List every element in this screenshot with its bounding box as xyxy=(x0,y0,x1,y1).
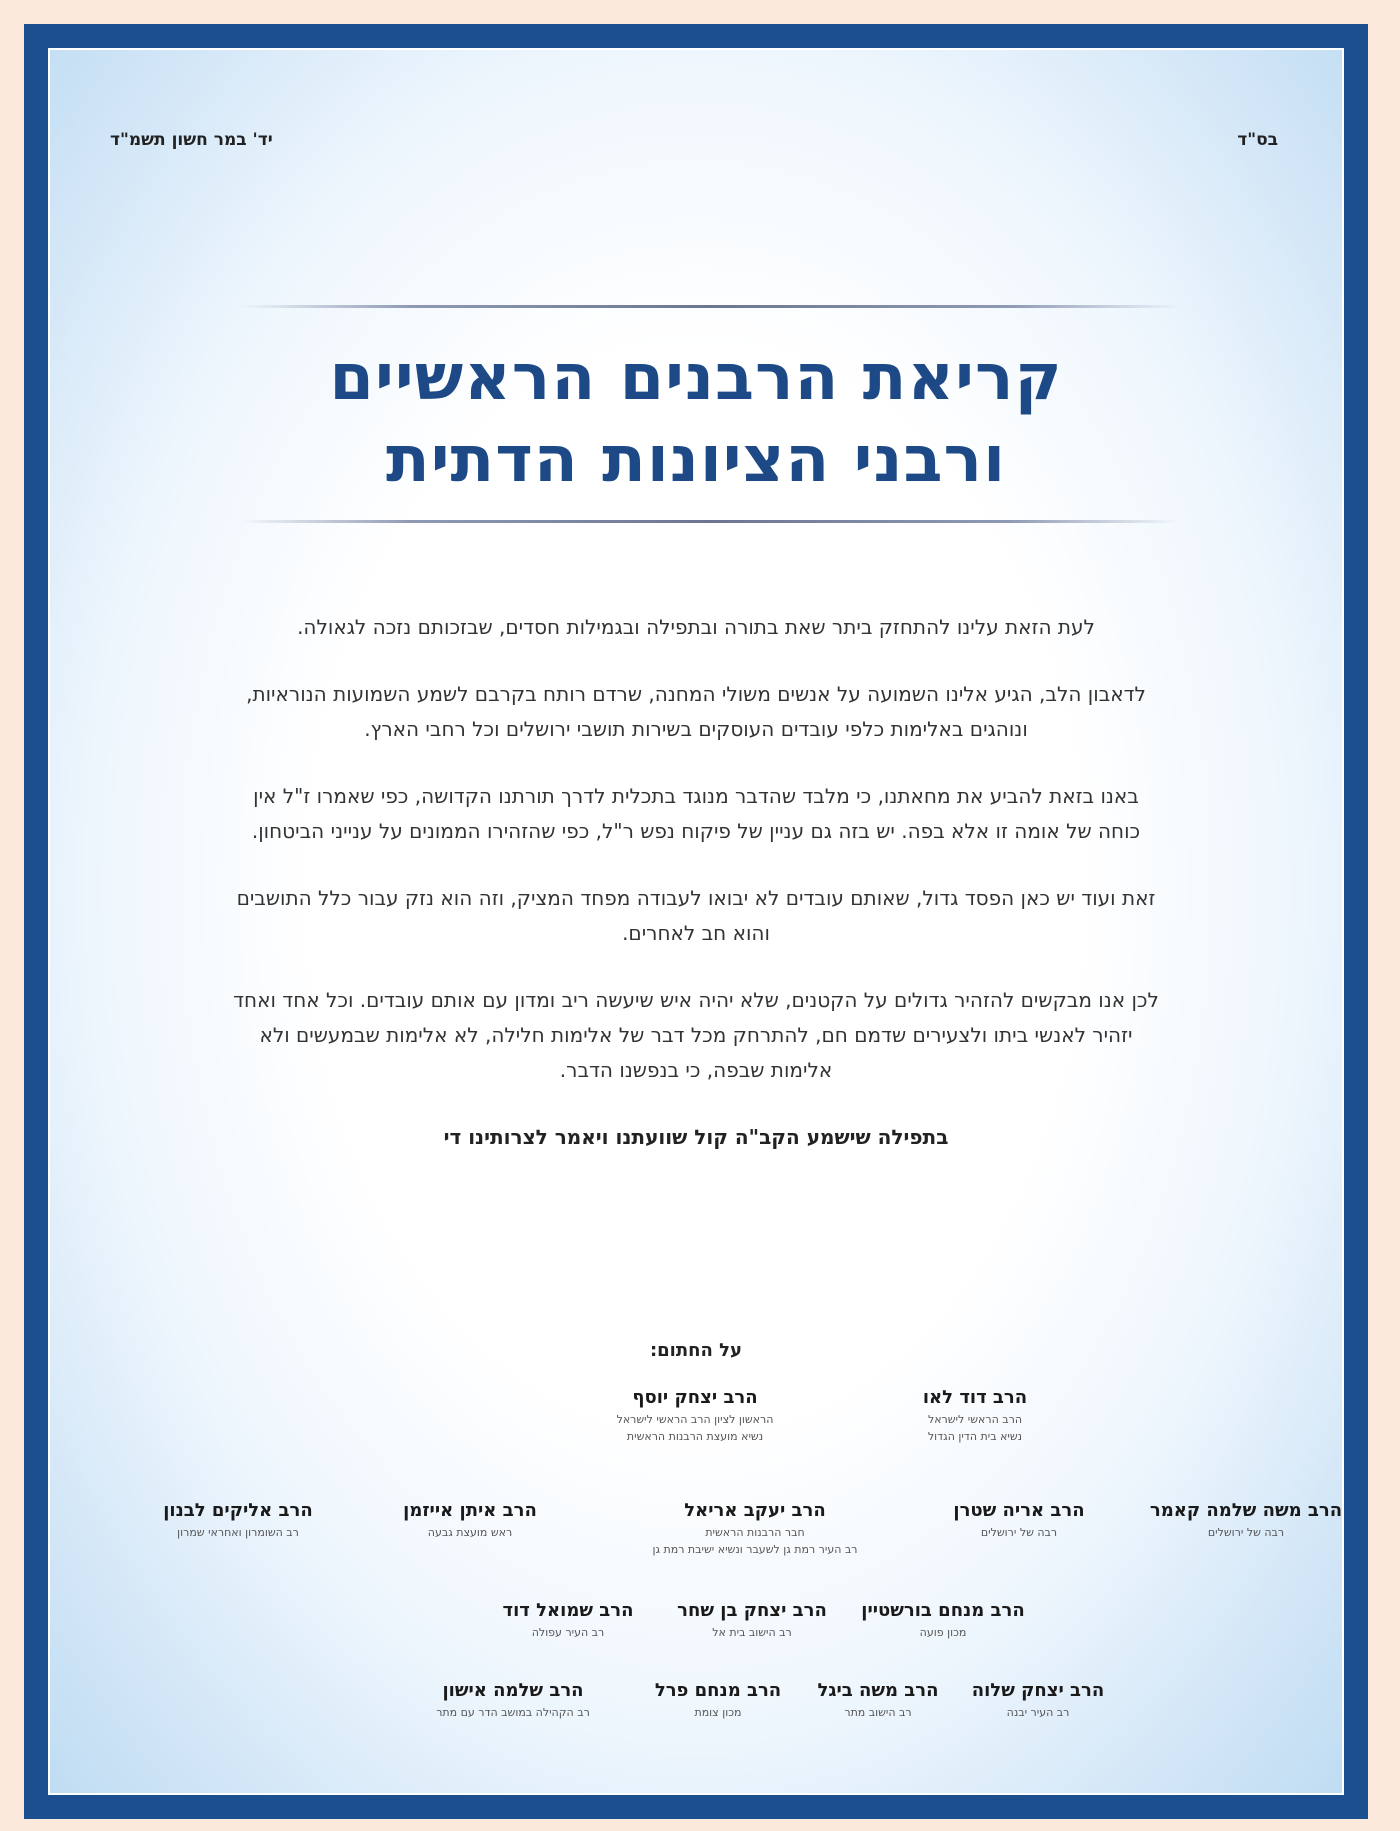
signed-label: על החתום: xyxy=(649,1340,743,1361)
signatory xyxy=(580,1385,810,1445)
signatory-name: הרב יצחק שלוה xyxy=(971,1680,1105,1701)
letter-body xyxy=(230,610,1162,1187)
signatory-title: חבר הרבנות הראשית xyxy=(705,1526,805,1539)
signatory-title: רב הישוב מתר xyxy=(844,1706,912,1719)
signatory xyxy=(648,1678,788,1721)
paragraph-5: לכן אנו מבקשים להזהיר גדולים על הקטנים, שלא יהיה איש שיעשה ריב ומדון עם אותם עובדים. וכל אחד ואחד יזהיר לאנשי ביתו ולצעירים שדמם חם, להתרחק מכל דבר של אלימות חלילה, לא אלימות שבמעשים ולא אלימות שבפה, כי בנפשנו הדבר. xyxy=(233,988,1159,1082)
signatory xyxy=(493,1598,643,1641)
signatory-name: הרב משה ביגל xyxy=(817,1680,939,1701)
signatory-title: מכון צומת xyxy=(694,1706,742,1719)
paragraph-3: באנו בזאת להביע את מחאתנו, כי מלבד שהדבר מנוגד בתכלית לדרך תורתנו הקדושה, כפי שאמרו ז"ל אין כוחה של אומה זו אלא בפה. יש בזה גם עניין של פיקוח נפש ר"ל, כפי שהזהירו הממונים על ענייני הביטחון. xyxy=(251,784,1141,843)
signatory xyxy=(610,1498,900,1558)
hebrew-date: יד' במר חשון תשמ"ד xyxy=(110,130,273,150)
signatory-title: רב העיר עפולה xyxy=(531,1626,605,1639)
page-background xyxy=(48,48,1344,1795)
signatory-title: רב הישוב בית אל xyxy=(712,1626,792,1639)
signatory-title: רבה של ירושלים xyxy=(980,1526,1058,1539)
signatory xyxy=(895,1385,1055,1445)
paragraph-2: לדאבון הלב, הגיע אלינו השמועה על אנשים משולי המחנה, שרדם רותח בקרבם לשמע השמועות הנוראיות, ונוהגים באלימות כלפי עובדים העוסקים בשירות תושבי ירושלים וכל רחבי הארץ. xyxy=(246,682,1146,741)
signatory-name: הרב דוד לאו xyxy=(922,1387,1028,1408)
signatory-name: הרב יצחק יוסף xyxy=(632,1387,758,1408)
signatory xyxy=(968,1678,1108,1721)
title-line-2: ורבני הציונות הדתית xyxy=(385,423,1007,497)
signatory xyxy=(934,1498,1104,1541)
page-border xyxy=(24,24,1368,1819)
signatory-title: נשיא בית הדין הגדול xyxy=(927,1430,1023,1443)
signatory xyxy=(677,1598,827,1641)
signatory-name: הרב איתן אייזמן xyxy=(403,1500,537,1521)
signatory-title: רב הקהילה במושב הדר עם מתר xyxy=(436,1706,590,1719)
signatory-title: רב העיר יבנה xyxy=(1006,1706,1070,1719)
paragraph-1: לעת הזאת עלינו להתחזק ביתר שאת בתורה ובתפילה ובגמילות חסדים, שבזכותם נזכה לגאולה. xyxy=(297,615,1095,639)
signatory-title: רב השומרון ואחראי שמרון xyxy=(177,1526,299,1539)
signatory xyxy=(1136,1498,1344,1541)
signatory-name: הרב יצחק בן שחר xyxy=(677,1600,827,1621)
signatory xyxy=(808,1678,948,1721)
signatory xyxy=(375,1498,565,1541)
signatory-name: הרב משה שלמה קאמר xyxy=(1149,1500,1343,1521)
signatory-title: רב העיר רמת גן לשעבר ונשיא ישיבת רמת גן xyxy=(652,1543,858,1556)
paragraph-4: זאת ועוד יש כאן הפסד גדול, שאותם עובדים לא יבואו לעבודה מפחד המציק, וזה הוא נזק עבור כלל התושבים והוא חב לאחרים. xyxy=(236,886,1156,945)
signatory-name: הרב אליקים לבנון xyxy=(163,1500,313,1521)
title-divider-top xyxy=(240,305,1180,308)
signatory-title: הרב הראשי לישראל xyxy=(927,1413,1023,1426)
signatory xyxy=(408,1678,618,1721)
signatory xyxy=(138,1498,338,1541)
title-line-1: קריאת הרבנים הראשיים xyxy=(329,341,1063,415)
signatory-name: הרב מנחם פרל xyxy=(654,1680,782,1701)
signatory-title: ראש מועצת גבעה xyxy=(427,1526,513,1539)
signatory xyxy=(858,1598,1028,1641)
signatory-title: רבה של ירושלים xyxy=(1207,1526,1285,1539)
signatory-title: מכון פועה xyxy=(919,1626,967,1639)
signatory-name: הרב שמואל דוד xyxy=(502,1600,634,1621)
signatory-name: הרב שלמה אישון xyxy=(442,1680,584,1701)
signatory-name: הרב אריה שטרן xyxy=(953,1500,1085,1521)
bsd-mark: בס"ד xyxy=(1237,130,1278,150)
signatory-name: הרב מנחם בורשטיין xyxy=(861,1600,1025,1621)
title-divider-bottom xyxy=(240,520,1180,523)
page-title xyxy=(210,337,1182,501)
document xyxy=(50,50,1342,1793)
closing-prayer: בתפילה שישמע הקב"ה קול שוועתנו ויאמר לצרותינו די xyxy=(443,1125,949,1149)
signatory-name: הרב יעקב אריאל xyxy=(684,1500,826,1521)
signatory-title: נשיא מועצת הרבנות הראשית xyxy=(626,1430,764,1443)
signatory-title: הראשון לציון הרב הראשי לישראל xyxy=(616,1413,774,1426)
